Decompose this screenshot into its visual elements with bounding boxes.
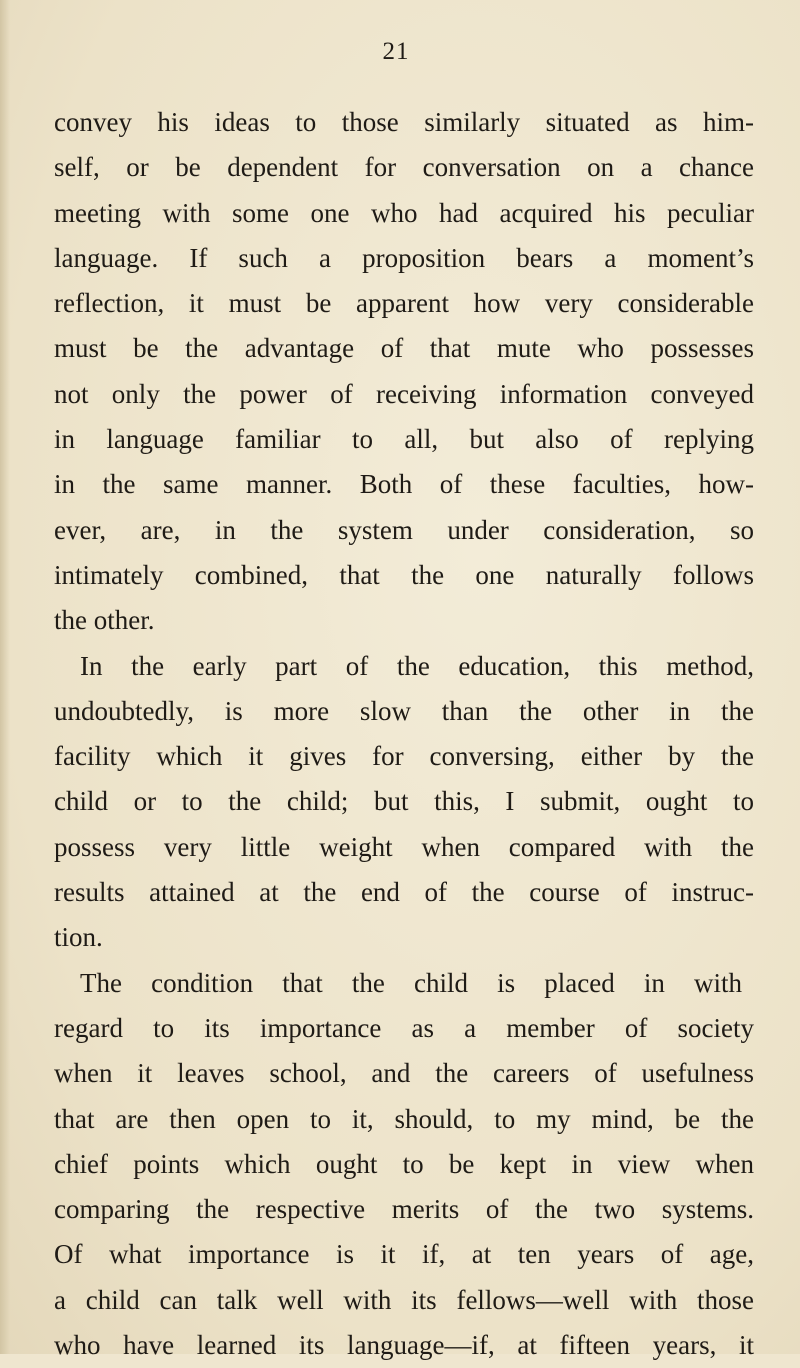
text-line: in the same manner. Both of these faculties, how-	[54, 469, 754, 500]
text-line: The condition that the child is placed in with	[80, 967, 742, 998]
text-line: results attained at the end of the course of instruc-	[54, 877, 754, 908]
text-line: ever, are, in the system under consideration, so	[54, 514, 754, 545]
text-line: undoubtedly, is more slow than the other in the	[54, 695, 754, 726]
text-line: comparing the respective merits of the two systems.	[54, 1194, 754, 1225]
text-line: Of what importance is it if, at ten years of age,	[54, 1239, 754, 1270]
text-line: regard to its importance as a member of society	[54, 1012, 754, 1043]
text-line: convey his ideas to those similarly situated as him-	[54, 107, 754, 137]
text-line: tion.	[54, 922, 103, 953]
text-line: In the early part of the education, this method,	[80, 650, 754, 681]
text-line: when it leaves school, and the careers of usefulness	[54, 1058, 754, 1089]
text-line: meeting with some one who had acquired his peculiar	[54, 197, 754, 228]
text-line: self, or be dependent for conversation on a chance	[54, 152, 754, 183]
text-line: the other.	[54, 605, 155, 636]
text-line: child or to the child; but this, I submit, ought to	[54, 786, 754, 817]
text-line: that are then open to it, should, to my mind, be the	[54, 1103, 754, 1134]
text-line: language. If such a proposition bears a moment’s	[54, 242, 754, 273]
page-gutter-shadow	[0, 0, 10, 1354]
body-text	[54, 100, 754, 1368]
text-line: possess very little weight when compared with the	[54, 831, 754, 862]
text-line: chief points which ought to be kept in view when	[54, 1148, 754, 1179]
text-line: reflection, it must be apparent how very considerable	[54, 288, 754, 319]
text-line: intimately combined, that the one naturally follows	[54, 559, 754, 590]
text-line: who have learned its language—if, at fifteen years, it	[54, 1330, 754, 1361]
text-line: not only the power of receiving information conveyed	[54, 378, 754, 409]
page-number: 21	[382, 38, 410, 65]
text-line: in language familiar to all, but also of replying	[54, 424, 754, 455]
text-line: facility which it gives for conversing, either by the	[54, 741, 754, 772]
text-line: a child can talk well with its fellows—well with those	[54, 1284, 754, 1315]
text-line: must be the advantage of that mute who possesses	[54, 333, 754, 364]
